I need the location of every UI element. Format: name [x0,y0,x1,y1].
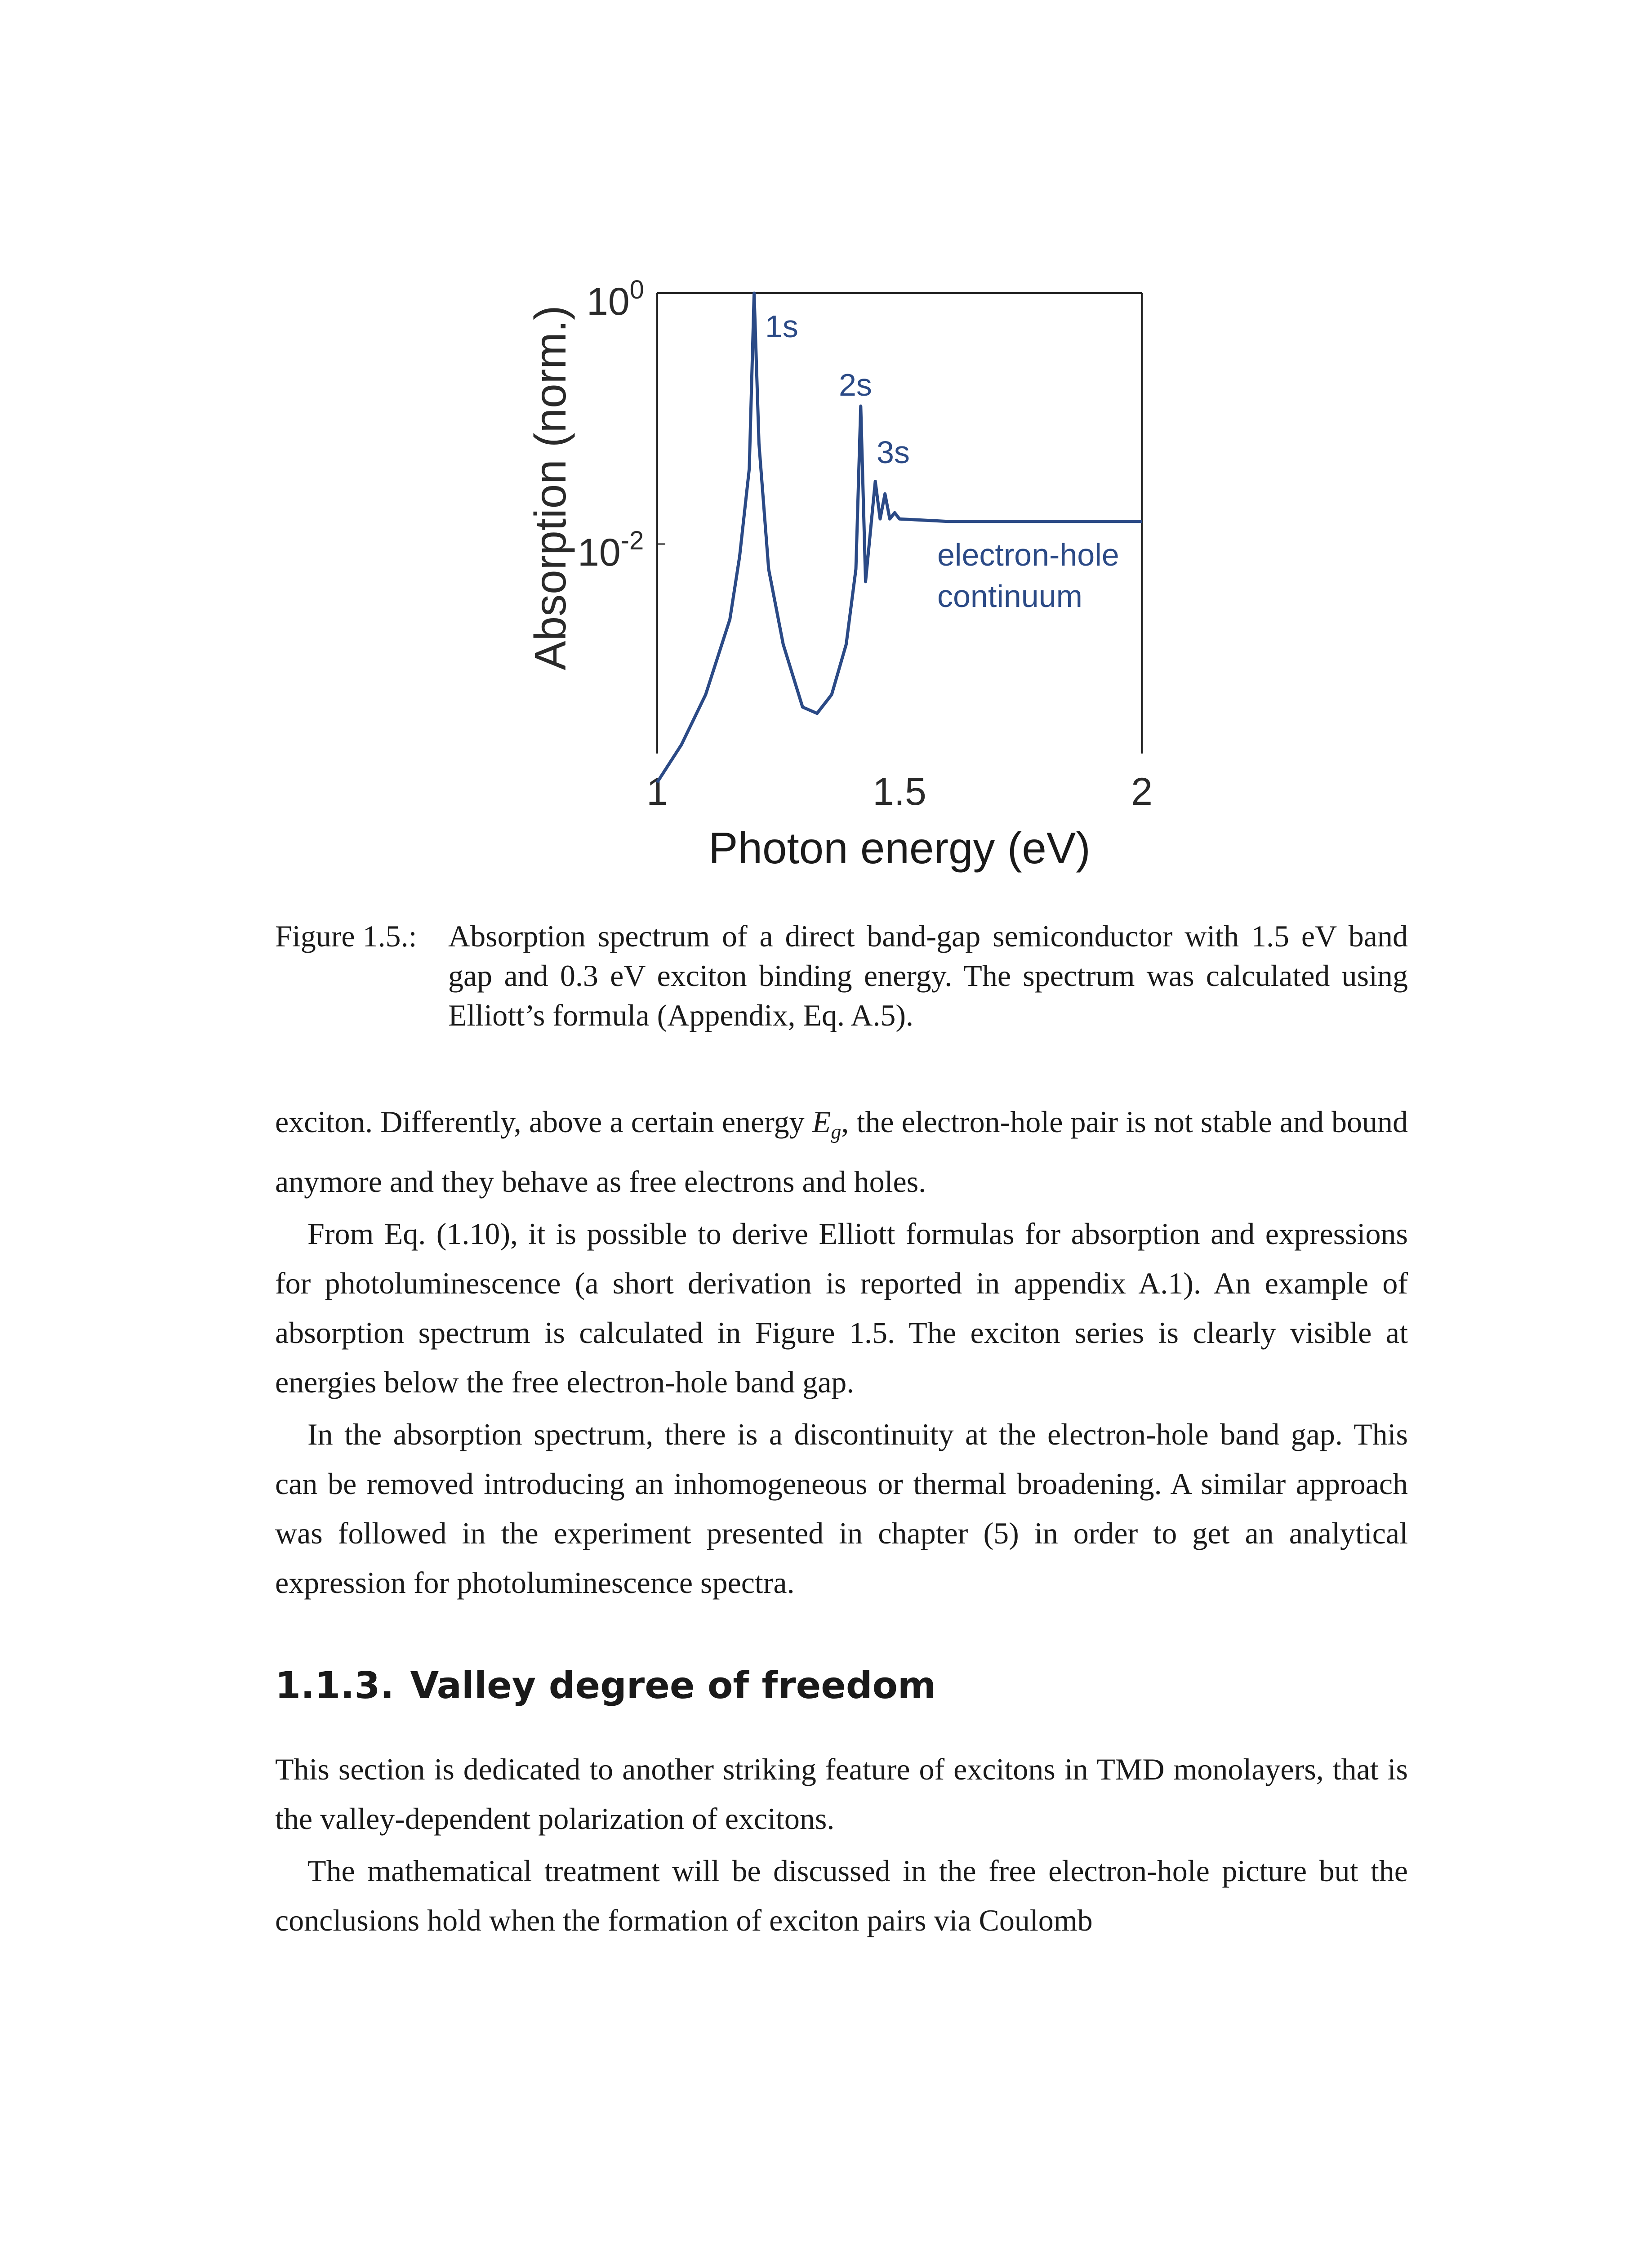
figure-caption [275,916,1408,1035]
section-paragraph-2: The mathematical treatment will be discussed in the free electron-hole picture but the conclusions hold when the formation of exciton pairs via Coulomb [275,1854,1408,1937]
section-paragraph-1: This section is dedicated to another striking feature of excitons in TMD monolayers, that is the valley-dependent polarization of excitons. [275,1752,1408,1836]
paragraph-discontinuity: In the absorption spectrum, there is a discontinuity at the electron-hole band gap. This can be removed introducing an inhomogeneous or thermal broadening. A similar approach was followed in the experiment presented in chapter (5) in order to get an analytical expression for photoluminescence spectra. [275,1417,1408,1600]
plot-frame [657,293,1142,754]
section-heading [275,1664,936,1708]
paragraph-continuation [275,1097,1408,1206]
x-tick-label-0: 1 [646,770,668,813]
x-axis-label: Photon energy (eV) [708,823,1091,873]
paragraph-1-text-a: exciton. Differently, above a certain energy [275,1105,812,1139]
section-number: 1.1.3. [275,1664,394,1707]
y-tick-label-1: $10^{-2}$ [578,526,644,574]
x-tick-label-1: 1.5 [873,770,926,813]
x-tick-label-2: 2 [1131,770,1153,813]
y-axis-label: Absorption (norm.) [525,305,575,670]
paragraph-1-text-b: , the electron-hole pair is not stable and bound anymore and they behave as free electrons and holes. [275,1105,1408,1199]
body-paragraphs [275,1097,1408,1610]
section-paragraphs [275,1744,1408,1948]
annotation-electron-hole: electron-hole [937,537,1119,572]
caption-text: Absorption spectrum of a direct band-gap semiconductor with 1.5 eV band gap and 0.3 eV exciton binding energy. The spectrum was calculated using Elliott’s formula (Appendix, Eq. A.5). [448,919,1408,1032]
annotation-continuum: continuum [937,579,1082,614]
y-tick-label-0: $10^0$ [587,275,644,323]
paragraph-elliott: From Eq. (1.10), it is possible to derive Elliott formulas for absorption and expressions for photoluminescence (a short derivation is reported in appendix A.1). An example of absorption spectrum is calculated in Figure 1.5. The exciton series is clearly visible at energies below the free electron-hole band gap. [275,1216,1408,1399]
annotation-3s: 3s [877,435,910,470]
figure-1-5 [0,0,1652,890]
absorption-chart [0,0,1652,890]
energy-symbol-letter: E [812,1105,831,1139]
annotation-1s: 1s [765,309,798,344]
caption-label: Figure 1.5.: [275,919,417,953]
annotation-2s: 2s [839,367,872,402]
energy-symbol-subscript: g [831,1120,842,1143]
section-title: Valley degree of freedom [410,1664,936,1707]
energy-symbol [812,1105,842,1143]
